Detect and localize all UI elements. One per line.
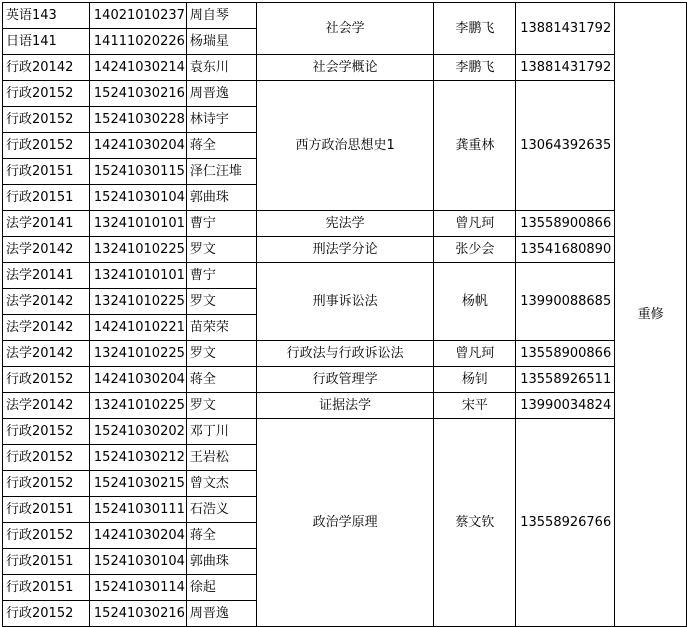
class-cell: 行政20151 (3, 575, 90, 601)
student-id-cell: 15241030115 (89, 159, 186, 185)
student-name-cell: 曹宁 (186, 263, 256, 289)
student-name-cell: 周晋逸 (186, 601, 256, 627)
class-cell: 行政20151 (3, 185, 90, 211)
phone-cell: 13990034824 (516, 393, 615, 419)
student-name-cell: 罗文 (186, 393, 256, 419)
teacher-cell: 龚重林 (434, 81, 516, 211)
class-cell: 行政20152 (3, 601, 90, 627)
table-row (3, 341, 687, 367)
student-id-cell: 13241010225 (89, 289, 186, 315)
teacher-cell: 宋平 (434, 393, 516, 419)
student-id-cell: 15241030111 (89, 497, 186, 523)
student-id-cell: 15241030212 (89, 445, 186, 471)
student-name-cell: 杨瑞星 (186, 29, 256, 55)
student-id-cell: 13241010225 (89, 393, 186, 419)
class-cell: 行政20152 (3, 419, 90, 445)
student-id-cell: 15241030215 (89, 471, 186, 497)
class-cell: 法学20141 (3, 211, 90, 237)
student-id-cell: 13241010225 (89, 237, 186, 263)
phone-cell: 13558926766 (516, 419, 615, 627)
student-name-cell: 徐起 (186, 575, 256, 601)
class-cell: 法学20142 (3, 393, 90, 419)
class-cell: 行政20152 (3, 367, 90, 393)
course-cell: 政治学原理 (256, 419, 434, 627)
student-name-cell: 曹宁 (186, 211, 256, 237)
teacher-cell: 李鹏飞 (434, 55, 516, 81)
course-cell: 西方政治思想史1 (256, 81, 434, 211)
student-name-cell: 蒋全 (186, 367, 256, 393)
teacher-cell: 张少会 (434, 237, 516, 263)
table-row (3, 55, 687, 81)
phone-cell: 13558900866 (516, 211, 615, 237)
student-name-cell: 郭曲珠 (186, 185, 256, 211)
student-id-cell: 14111020226 (89, 29, 186, 55)
class-cell: 法学20142 (3, 341, 90, 367)
student-id-cell: 15241030114 (89, 575, 186, 601)
phone-cell: 13558900866 (516, 341, 615, 367)
student-id-cell: 15241030216 (89, 601, 186, 627)
student-id-cell: 15241030202 (89, 419, 186, 445)
course-cell: 行政法与行政诉讼法 (256, 341, 434, 367)
student-name-cell: 罗文 (186, 289, 256, 315)
course-cell: 刑事诉讼法 (256, 263, 434, 341)
retake-exam-table (2, 2, 687, 627)
student-name-cell: 罗文 (186, 237, 256, 263)
student-id-cell: 14241030204 (89, 523, 186, 549)
phone-cell: 13990088685 (516, 263, 615, 341)
course-cell: 刑法学分论 (256, 237, 434, 263)
table-row (3, 419, 687, 445)
student-name-cell: 周自琴 (186, 3, 256, 29)
phone-cell: 13881431792 (516, 3, 615, 55)
class-cell: 行政20151 (3, 549, 90, 575)
table-row (3, 211, 687, 237)
class-cell: 行政20151 (3, 159, 90, 185)
teacher-cell: 杨帆 (434, 263, 516, 341)
student-id-cell: 13241010225 (89, 341, 186, 367)
student-name-cell: 邓丁川 (186, 419, 256, 445)
class-cell: 行政20152 (3, 133, 90, 159)
student-id-cell: 14021010237 (89, 3, 186, 29)
class-cell: 行政20142 (3, 55, 90, 81)
teacher-cell: 李鹏飞 (434, 3, 516, 55)
student-id-cell: 15241030216 (89, 81, 186, 107)
class-cell: 英语143 (3, 3, 90, 29)
table-row (3, 263, 687, 289)
class-cell: 法学20142 (3, 315, 90, 341)
student-name-cell: 泽仁汪堆 (186, 159, 256, 185)
class-cell: 法学20142 (3, 237, 90, 263)
student-id-cell: 14241010221 (89, 315, 186, 341)
table-row (3, 237, 687, 263)
course-cell: 社会学 (256, 3, 434, 55)
table-row (3, 3, 687, 29)
class-cell: 行政20152 (3, 523, 90, 549)
student-name-cell: 蒋全 (186, 133, 256, 159)
student-name-cell: 林诗宇 (186, 107, 256, 133)
student-id-cell: 14241030204 (89, 133, 186, 159)
student-name-cell: 王岩松 (186, 445, 256, 471)
class-cell: 行政20152 (3, 471, 90, 497)
student-id-cell: 13241010101 (89, 211, 186, 237)
exam-type-cell: 重修 (615, 3, 687, 627)
class-cell: 行政20152 (3, 81, 90, 107)
course-cell: 行政管理学 (256, 367, 434, 393)
class-cell: 法学20141 (3, 263, 90, 289)
class-cell: 行政20152 (3, 445, 90, 471)
course-cell: 证据法学 (256, 393, 434, 419)
student-id-cell: 13241010101 (89, 263, 186, 289)
class-cell: 行政20152 (3, 107, 90, 133)
student-name-cell: 蒋全 (186, 523, 256, 549)
student-name-cell: 苗荣荣 (186, 315, 256, 341)
student-id-cell: 15241030228 (89, 107, 186, 133)
table-row (3, 367, 687, 393)
phone-cell: 13541680890 (516, 237, 615, 263)
class-cell: 法学20142 (3, 289, 90, 315)
class-cell: 行政20151 (3, 497, 90, 523)
student-name-cell: 郭曲珠 (186, 549, 256, 575)
student-id-cell: 14241030214 (89, 55, 186, 81)
student-name-cell: 袁东川 (186, 55, 256, 81)
teacher-cell: 蔡文钦 (434, 419, 516, 627)
phone-cell: 13558926511 (516, 367, 615, 393)
teacher-cell: 杨钊 (434, 367, 516, 393)
student-id-cell: 14241030204 (89, 367, 186, 393)
teacher-cell: 曾凡珂 (434, 341, 516, 367)
student-id-cell: 15241030104 (89, 185, 186, 211)
student-name-cell: 罗文 (186, 341, 256, 367)
student-id-cell: 15241030104 (89, 549, 186, 575)
phone-cell: 13064392635 (516, 81, 615, 211)
phone-cell: 13881431792 (516, 55, 615, 81)
student-name-cell: 周晋逸 (186, 81, 256, 107)
class-cell: 日语141 (3, 29, 90, 55)
student-name-cell: 曾文杰 (186, 471, 256, 497)
course-cell: 宪法学 (256, 211, 434, 237)
table-row (3, 393, 687, 419)
course-cell: 社会学概论 (256, 55, 434, 81)
student-name-cell: 石浩义 (186, 497, 256, 523)
table-row (3, 81, 687, 107)
teacher-cell: 曾凡珂 (434, 211, 516, 237)
